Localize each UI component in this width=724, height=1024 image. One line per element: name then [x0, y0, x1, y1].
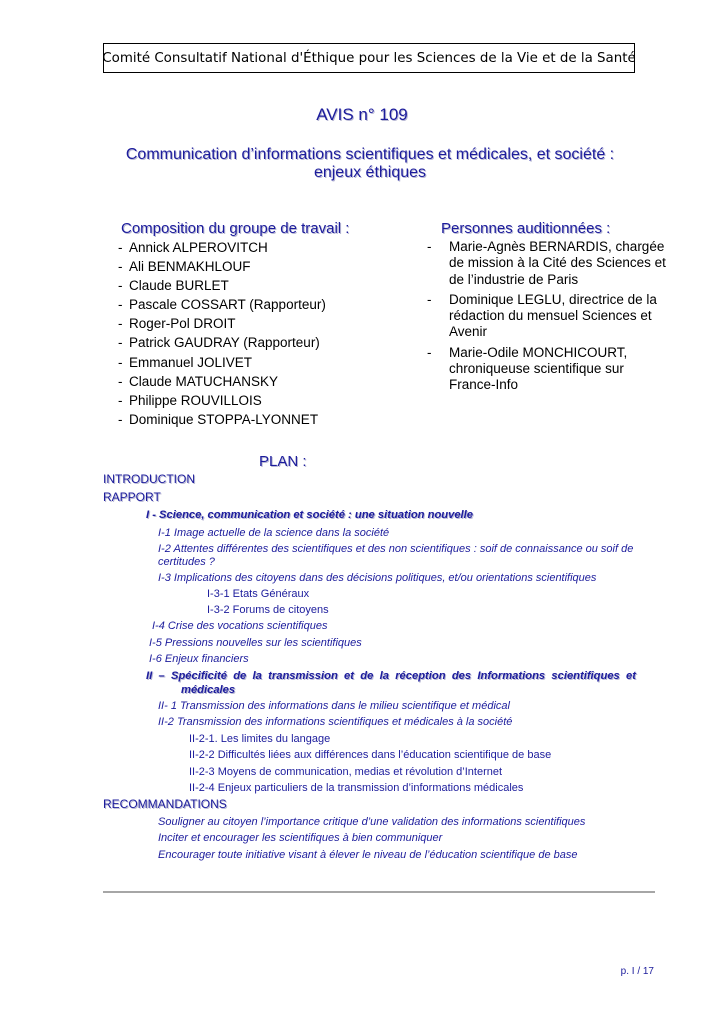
- toc-item-i4[interactable]: I-4 Crise des vocations scientifiques: [152, 620, 328, 632]
- toc-introduction[interactable]: INTRODUCTION: [103, 472, 195, 486]
- page-number: p. I / 17: [620, 966, 654, 977]
- toc-item-ii24[interactable]: II-2-4 Enjeux particuliers de la transmission d’informations médicales: [189, 782, 524, 794]
- toc-item-i2-cont[interactable]: certitudes ?: [158, 556, 215, 568]
- toc-item-ii1[interactable]: II- 1 Transmission des informations dans le milieu scientifique et médical: [158, 700, 510, 712]
- auditions-heading: Personnes auditionnées :: [441, 220, 611, 237]
- toc-rapport[interactable]: RAPPORT: [103, 490, 161, 504]
- list-item: - Dominique LEGLU, directrice de la rédaction du mensuel Sciences et Avenir: [438, 292, 668, 341]
- members-list: [118, 239, 326, 430]
- title-line-1: Communication d’informations scientifiques et médicales, et société :: [125, 146, 615, 163]
- list-item: - Roger-Pol DROIT: [118, 315, 326, 334]
- toc-item-r3[interactable]: Encourager toute initiative visant à élever le niveau de l’éducation scientifique de base: [158, 849, 578, 861]
- list-item: - Emmanuel JOLIVET: [118, 354, 326, 373]
- footer-divider: [103, 891, 655, 893]
- title-line-2: enjeux éthiques: [313, 164, 427, 181]
- toc-item-i2[interactable]: I-2 Attentes différentes des scientifiques et des non scientifiques : soif de connaissance ou soif de: [158, 543, 634, 555]
- toc-item-ii22[interactable]: II-2-2 Difficultés liées aux différences dans l’éducation scientifique de base: [189, 749, 552, 761]
- toc-item-i5[interactable]: I-5 Pressions nouvelles sur les scientifiques: [149, 637, 362, 649]
- list-item: - Ali BENMAKHLOUF: [118, 258, 326, 277]
- toc-item-ii2[interactable]: II-2 Transmission des informations scientifiques et médicales à la société: [158, 716, 513, 728]
- avis-number: AVIS n° 109: [316, 105, 408, 124]
- toc-item-i1[interactable]: I-1 Image actuelle de la science dans la société: [158, 527, 390, 539]
- list-item: - Marie-Agnès BERNARDIS, chargée de mission à la Cité des Sciences et de l’industrie de Paris: [438, 239, 668, 288]
- list-item: - Marie-Odile MONCHICOURT, chroniqueuse scientifique sur France-Info: [438, 345, 668, 394]
- toc-section-1[interactable]: I - Science, communication et société : une situation nouvelle: [146, 509, 473, 521]
- plan-heading: PLAN :: [259, 453, 307, 470]
- toc-item-i6[interactable]: I-6 Enjeux financiers: [149, 653, 249, 665]
- list-item: - Patrick GAUDRAY (Rapporteur): [118, 334, 326, 353]
- toc-item-ii23[interactable]: II-2-3 Moyens de communication, medias et révolution d’Internet: [189, 766, 503, 778]
- toc-item-i32[interactable]: I-3-2 Forums de citoyens: [207, 604, 329, 616]
- toc-recommandations[interactable]: RECOMMANDATIONS: [103, 797, 227, 811]
- list-item: - Philippe ROUVILLOIS: [118, 392, 326, 411]
- toc-item-r1[interactable]: Souligner au citoyen l’importance critique d’une validation des informations scientifiques: [158, 816, 586, 828]
- toc-section-2[interactable]: II – Spécificité de la transmission et de la réception des Informations scientifiques et: [146, 670, 636, 682]
- toc-item-r2[interactable]: Inciter et encourager les scientifiques à bien communiquer: [158, 832, 443, 844]
- document-title: [100, 146, 640, 182]
- persons-list: [438, 239, 668, 398]
- toc-item-ii21[interactable]: II-2-1. Les limites du langage: [189, 733, 331, 745]
- toc-item-i3[interactable]: I-3 Implications des citoyens dans des décisions politiques, et/ou orientations scientifiques: [158, 572, 597, 584]
- toc-section-2-cont[interactable]: médicales: [181, 684, 236, 696]
- list-item: - Claude MATUCHANSKY: [118, 373, 326, 392]
- list-item: - Claude BURLET: [118, 277, 326, 296]
- list-item: - Pascale COSSART (Rapporteur): [118, 296, 326, 315]
- toc-item-i31[interactable]: I-3-1 Etats Généraux: [207, 588, 310, 600]
- composition-heading: Composition du groupe de travail :: [121, 220, 350, 237]
- list-item: - Dominique STOPPA-LYONNET: [118, 411, 326, 430]
- list-item: - Annick ALPEROVITCH: [118, 239, 326, 258]
- institution-header: Comité Consultatif National d'Éthique pour les Sciences de la Vie et de la Santé: [103, 43, 635, 73]
